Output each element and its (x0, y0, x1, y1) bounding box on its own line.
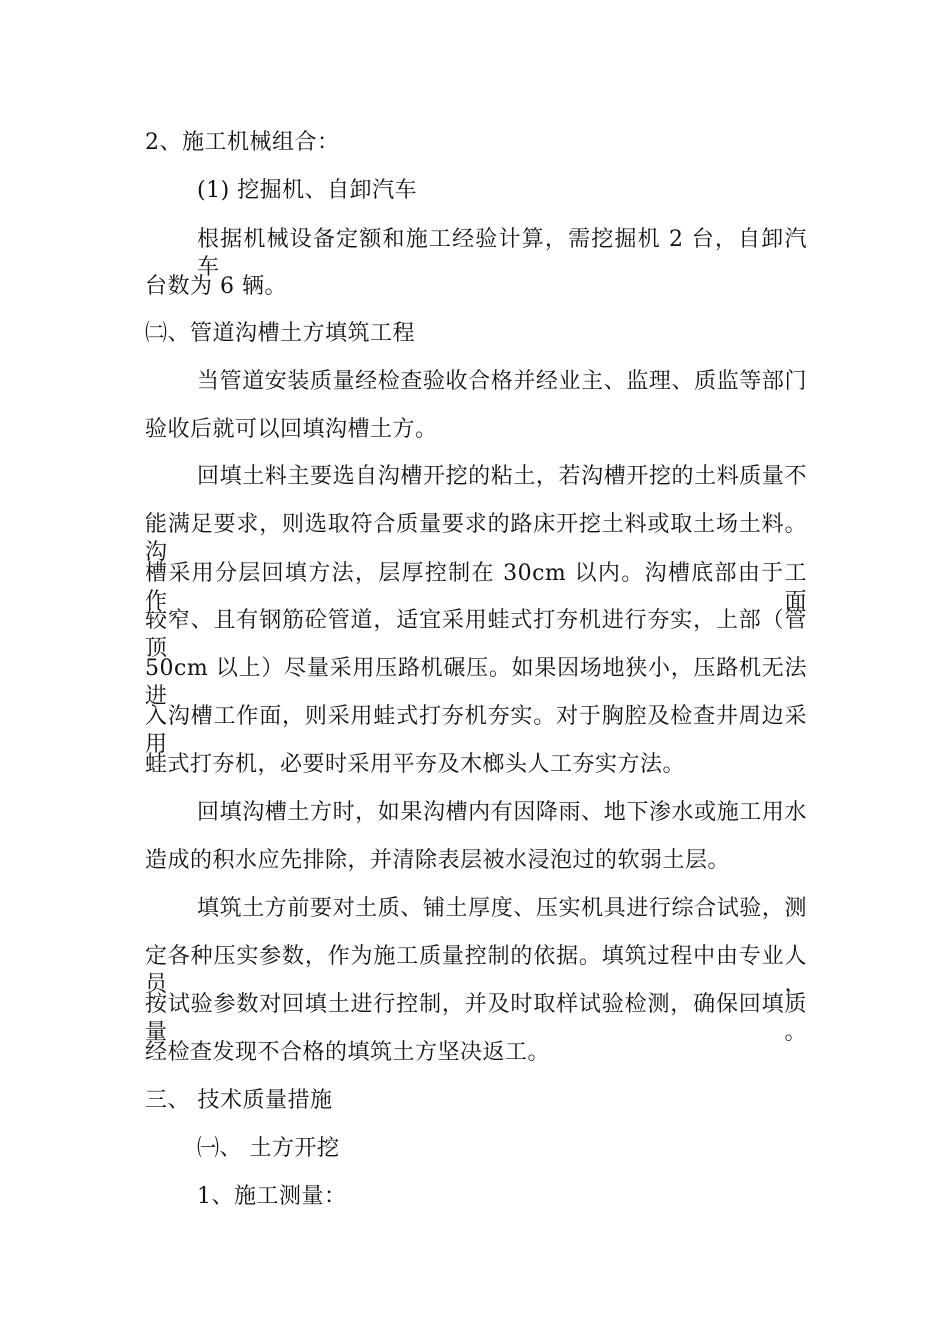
paragraph-line: 经检查发现不合格的填筑土方坚决返工。 (145, 1040, 551, 1065)
section-heading-machinery: 2、施工机械组合： (145, 130, 340, 155)
paragraph-line: 造成的积水应先排除，并清除表层被水浸泡过的软弱土层。 (145, 848, 731, 873)
paragraph-line: 回填沟槽土方时，如果沟槽内有因降雨、地下渗水或施工用水 (197, 800, 807, 825)
paragraph-line: 槽采用分层回填方法，层厚控制在 30cm 以内。沟槽底部由于工作面 (145, 561, 807, 614)
paragraph-line: 入沟槽工作面，则采用蛙式打夯机夯实。对于胸腔及检查井周边采用 (145, 704, 807, 757)
paragraph-line: 按试验参数对回填土进行控制，并及时取样试验检测，确保回填质量。 (145, 992, 807, 1045)
section-heading-survey: 1、施工测量： (197, 1184, 347, 1209)
paragraph-line: 当管道安装质量经检查验收合格并经业主、监理、质监等部门 (197, 369, 807, 394)
section-heading-quality: 三、 技术质量措施 (145, 1088, 333, 1113)
paragraph-line: 定各种压实参数，作为施工质量控制的依据。填筑过程中由专业人员， (145, 944, 807, 997)
paragraph-line: 根据机械设备定额和施工经验计算，需挖掘机 2 台，自卸汽车 (197, 227, 807, 280)
section-heading-backfill: ㈡、管道沟槽土方填筑工程 (145, 321, 416, 346)
paragraph-line: 回填土料主要选自沟槽开挖的粘土，若沟槽开挖的土料质量不 (197, 464, 807, 489)
paragraph-line: 蛙式打夯机，必要时采用平夯及木榔头人工夯实方法。 (145, 752, 686, 777)
paragraph-line: 50cm 以上）尽量采用压路机碾压。如果因场地狭小，压路机无法进 (145, 656, 807, 709)
list-item-excavator: (1) 挖掘机、自卸汽车 (197, 178, 418, 203)
paragraph-line: 能满足要求，则选取符合质量要求的路床开挖土料或取土场土料。沟 (145, 512, 807, 565)
section-heading-earthwork: ㈠、 土方开挖 (197, 1136, 340, 1161)
paragraph-line: 验收后就可以回填沟槽土方。 (145, 417, 438, 442)
paragraph-line: 较窄、且有钢筋砼管道，适宜采用蛙式打夯机进行夯实，上部（管顶 (145, 608, 807, 661)
paragraph-line: 台数为 6 辆。 (145, 274, 287, 299)
paragraph-line: 填筑土方前要对土质、铺土厚度、压实机具进行综合试验，测 (197, 896, 807, 921)
